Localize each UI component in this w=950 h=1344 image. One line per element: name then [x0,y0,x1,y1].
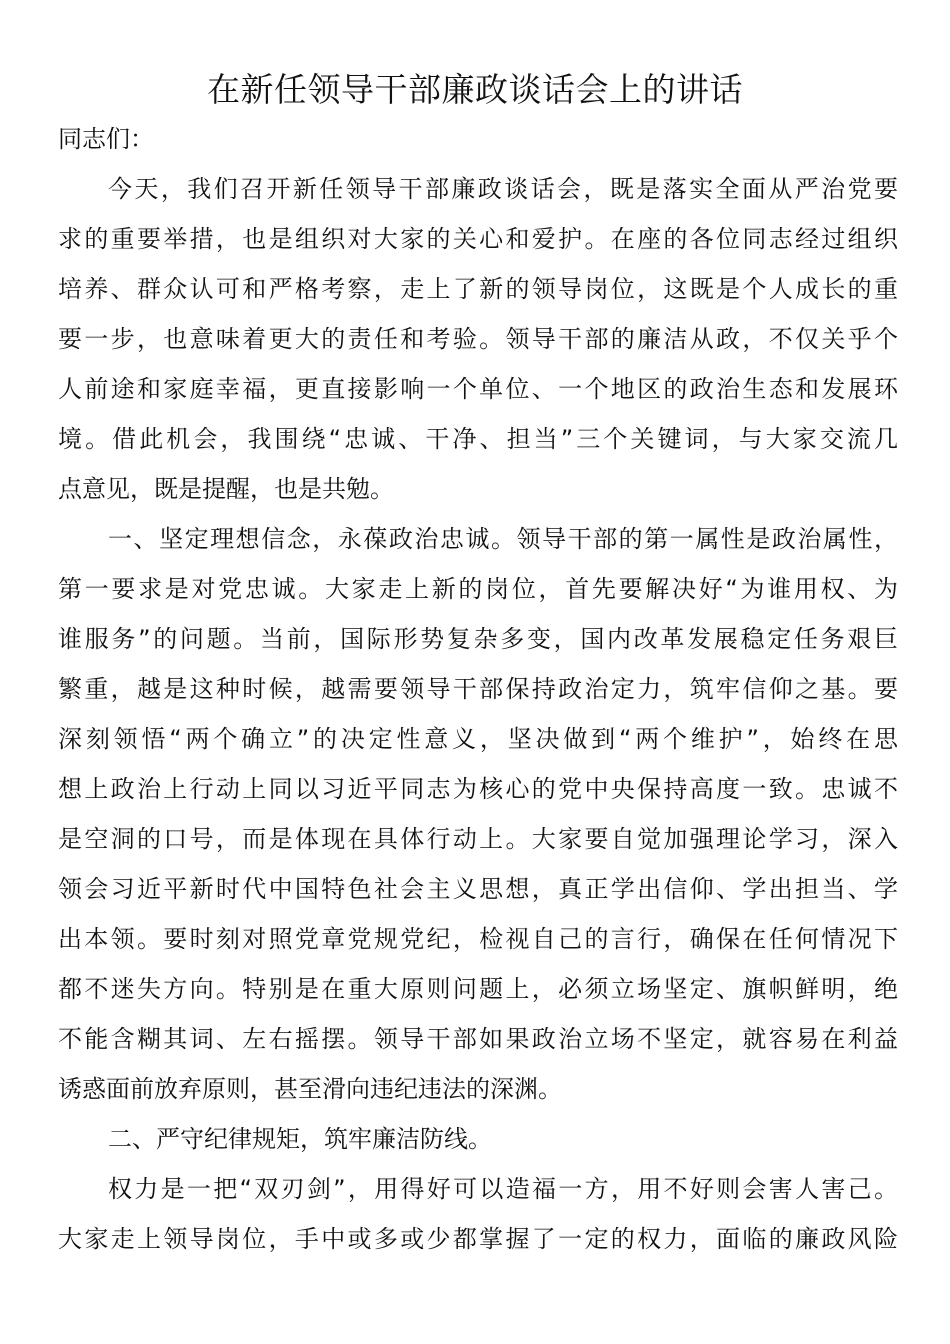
text-line: 是空洞的口号，而是体现在具体行动上。大家要自觉加强理论学习，深入 [58,825,898,853]
text-line: 诱惑面前放弃原则，甚至滑向违纪违法的深渊。 [58,1075,562,1103]
text-line: 人前途和家庭幸福，更直接影响一个单位、一个地区的政治生态和发展环 [58,375,898,403]
text-line: 出本领。要时刻对照党章党规党纪，检视自己的言行，确保在任何情况下 [58,925,898,953]
text-line: 点意见，既是提醒，也是共勉。 [58,475,394,503]
text-line: 培养、群众认可和严格考察，走上了新的领导岗位，这既是个人成长的重 [58,275,898,303]
text-line: 深刻领悟“两个确立”的决定性意义，坚决做到“两个维护”，始终在思 [58,725,898,753]
text-line: 领会习近平新时代中国特色社会主义思想，真正学出信仰、学出担当、学 [58,875,898,903]
text-line: 求的重要举措，也是组织对大家的关心和爱护。在座的各位同志经过组织 [58,225,898,253]
section-heading: 二、严守纪律规矩，筑牢廉洁防线。 [108,1125,492,1153]
text-line: 今天，我们召开新任领导干部廉政谈话会，既是落实全面从严治党要 [108,175,898,203]
text-line: 第一要求是对党忠诚。大家走上新的岗位，首先要解决好“为谁用权、为 [58,575,898,603]
text-line: 要一步，也意味着更大的责任和考验。领导干部的廉洁从政，不仅关乎个 [58,325,898,353]
text-line: 都不迷失方向。特别是在重大原则问题上，必须立场坚定、旗帜鲜明，绝 [58,975,898,1003]
text-line: 不能含糊其词、左右摇摆。领导干部如果政治立场不坚定，就容易在利益 [58,1025,898,1053]
text-line: 谁服务”的问题。当前，国际形势复杂多变，国内改革发展稳定任务艰巨 [58,625,898,653]
text-line: 一、坚定理想信念，永葆政治忠诚。领导干部的第一属性是政治属性， [108,525,898,553]
salutation: 同志们： [58,125,154,153]
document-title: 在新任领导干部廉政谈话会上的讲话 [207,70,743,109]
text-line: 想上政治上行动上同以习近平同志为核心的党中央保持高度一致。忠诚不 [58,775,898,803]
text-line: 大家走上领导岗位，手中或多或少都掌握了一定的权力，面临的廉政风险 [58,1225,898,1253]
text-line: 权力是一把“双刃剑”，用得好可以造福一方，用不好则会害人害己。 [108,1175,898,1203]
text-line: 繁重，越是这种时候，越需要领导干部保持政治定力，筑牢信仰之基。要 [58,675,898,703]
text-line: 境。借此机会，我围绕“忠诚、干净、担当”三个关键词，与大家交流几 [58,425,898,453]
